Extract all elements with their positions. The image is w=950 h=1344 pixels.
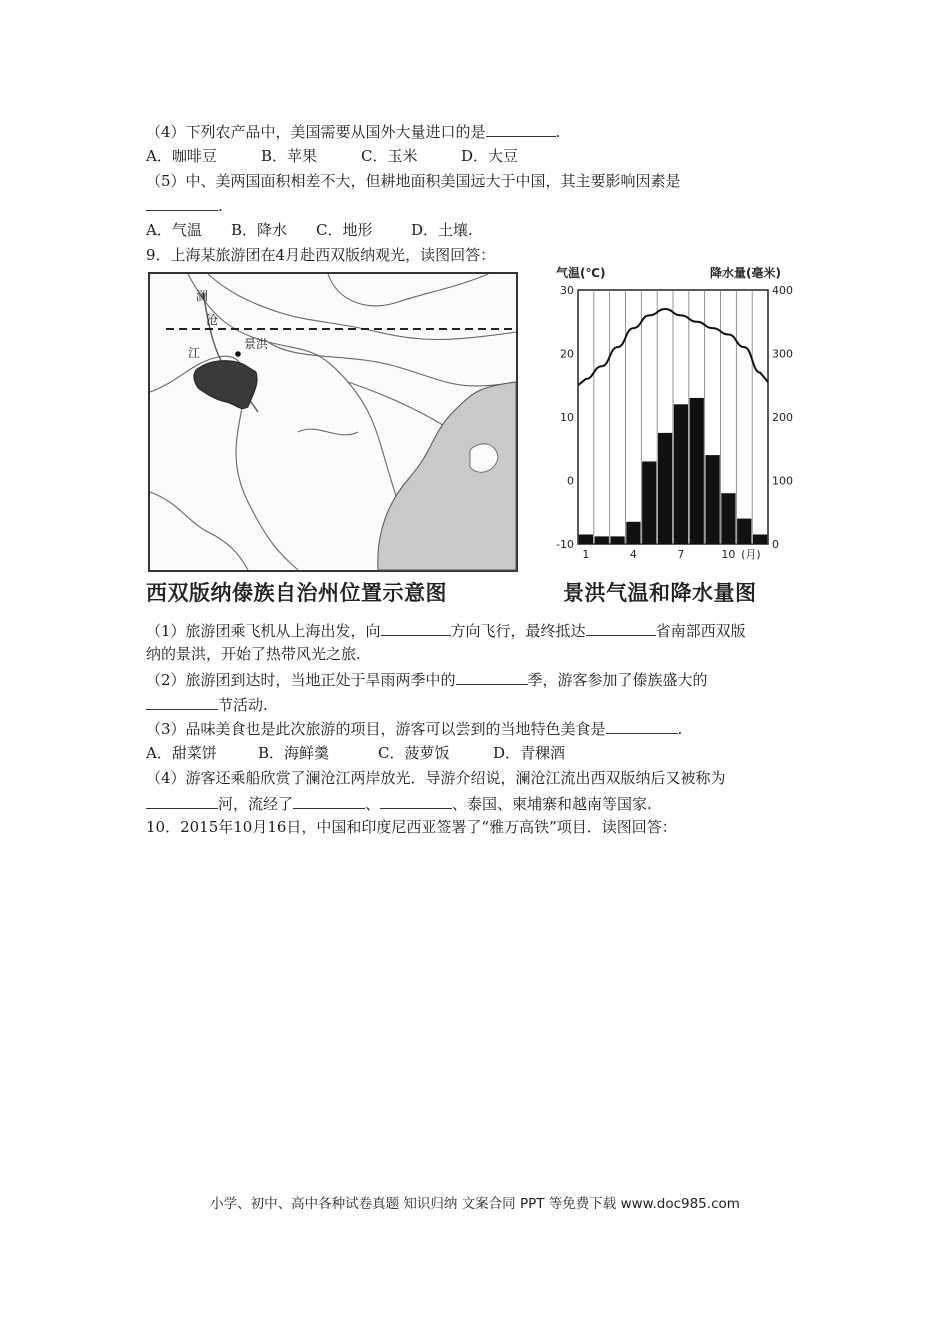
answer-blank[interactable] — [606, 718, 678, 734]
q9-part4-line1: （4）游客还乘船欣赏了澜沧江两岸放光．导游介绍说，澜沧江流出西双版纳后又被称为 — [146, 769, 726, 787]
chart-left-tick-label: 20 — [560, 347, 574, 361]
q8-part4-options — [146, 146, 518, 166]
chart-x-tick-label: 1 — [582, 548, 590, 561]
q10-intro: 10．2015年10月16日，中国和印度尼西亚签署了“雅万高铁”项目．读图回答： — [146, 818, 677, 836]
precipitation-bar — [626, 522, 640, 544]
chart-left-tick-label: 0 — [567, 474, 574, 488]
answer-blank[interactable] — [381, 620, 451, 636]
q9-part3-stem: （3）品味美食也是此次旅游的项目，游客可以尝到的当地特色美食是 . — [146, 720, 683, 738]
chart-right-tick-label: 400 — [772, 284, 793, 297]
option-d[interactable]: D．青稞酒 — [493, 744, 566, 762]
answer-blank[interactable] — [380, 793, 452, 809]
page-footer: 小学、初中、高中各种试卷真题 知识归纳 文案合同 PPT 等免费下载 www.doc985.com — [210, 1196, 740, 1212]
option-d[interactable]: D．土壤. — [411, 221, 473, 239]
option-b[interactable]: B．苹果 — [261, 147, 318, 165]
chart-left-tick-label: 30 — [560, 284, 574, 297]
precipitation-bar — [674, 404, 688, 544]
precipitation-bar — [721, 493, 735, 544]
chart-x-tick-label: 7 — [677, 548, 685, 561]
option-a[interactable]: A．咖啡豆 — [146, 147, 217, 165]
precipitation-bar — [642, 461, 656, 544]
q9-intro: 9．上海某旅游团在4月赴西双版纳观光，读图回答： — [146, 246, 496, 264]
answer-blank[interactable] — [293, 793, 365, 809]
precipitation-bar — [737, 519, 751, 544]
map-caption: 西双版纳傣族自治州位置示意图 — [146, 581, 447, 605]
q8-part5-blank-line: . — [146, 195, 223, 216]
chart-left-tick-label: 10 — [560, 411, 574, 424]
q9-part2-line1: （2）旅游团到达时，当地正处于旱雨两季中的 季，游客参加了傣族盛大的 — [146, 671, 708, 689]
q8-part5-options — [146, 220, 473, 240]
precipitation-bar — [658, 433, 672, 544]
precipitation-bar — [595, 536, 609, 544]
option-b[interactable]: B．海鲜羹 — [258, 744, 330, 762]
option-d[interactable]: D．大豆 — [461, 147, 519, 165]
answer-blank[interactable] — [146, 195, 218, 211]
option-a[interactable]: A．甜菜饼 — [146, 744, 217, 762]
map-label-jiang: 江 — [188, 346, 201, 360]
map-label-cang: 沧 — [206, 313, 219, 327]
option-a[interactable]: A．气温 — [146, 221, 202, 239]
chart-ylabel-right: 降水量(毫米) — [710, 266, 781, 280]
chart-ylabel-left: 气温(℃) — [556, 266, 606, 280]
precipitation-bar — [579, 534, 593, 544]
chart-right-tick-label: 300 — [772, 347, 793, 361]
q8-part4-stem: （4）下列农产品中，美国需要从国外大量进口的是 . — [146, 123, 561, 141]
chart-right-tick-label: 200 — [772, 411, 793, 424]
chart-caption: 景洪气温和降水量图 — [563, 581, 757, 605]
q9-part1-line1: （1）旅游团乘飞机从上海出发，向 方向飞行，最终抵达 省南部西双版 — [146, 622, 746, 640]
chart-x-tick-label: 4 — [629, 548, 637, 561]
precipitation-bar — [753, 534, 767, 544]
q9-part2-line2: 节活动. — [146, 694, 268, 715]
chart-x-tick-label: 10 — [721, 548, 736, 561]
option-c[interactable]: C．菠萝饭 — [378, 744, 450, 762]
xishuangbanna-location-map — [148, 272, 518, 572]
precipitation-bar — [610, 536, 624, 544]
answer-blank[interactable] — [456, 669, 528, 685]
option-c[interactable]: C．玉米 — [361, 147, 418, 165]
chart-right-tick-label: 100 — [772, 474, 793, 488]
chart-right-tick-label: 0 — [772, 538, 779, 551]
q8-part5-stem: （5）中、美两国面积相差不大，但耕地面积美国远大于中国，其主要影响因素是 — [146, 172, 681, 190]
precipitation-bar — [705, 455, 719, 544]
chart-xlabel: (月) — [741, 548, 761, 561]
map-label-lan: 澜 — [196, 289, 209, 303]
map-label-jinghong: 景洪 — [244, 337, 269, 351]
answer-blank[interactable] — [486, 121, 556, 137]
precipitation-bar — [690, 398, 704, 544]
option-c[interactable]: C．地形 — [316, 221, 373, 239]
answer-blank[interactable] — [146, 793, 218, 809]
answer-blank[interactable] — [586, 620, 656, 636]
option-b[interactable]: B．降水 — [231, 221, 288, 239]
q9-part4-line2: 河，流经了 、 、泰国、柬埔寨和越南等国家. — [146, 793, 652, 814]
q9-part3-options — [146, 743, 565, 763]
answer-blank[interactable] — [146, 694, 218, 710]
q9-part1-line2: 纳的景洪，开始了热带风光之旅. — [146, 645, 361, 663]
chart-left-tick-label: -10 — [556, 538, 574, 551]
jinghong-climate-chart — [540, 262, 810, 562]
